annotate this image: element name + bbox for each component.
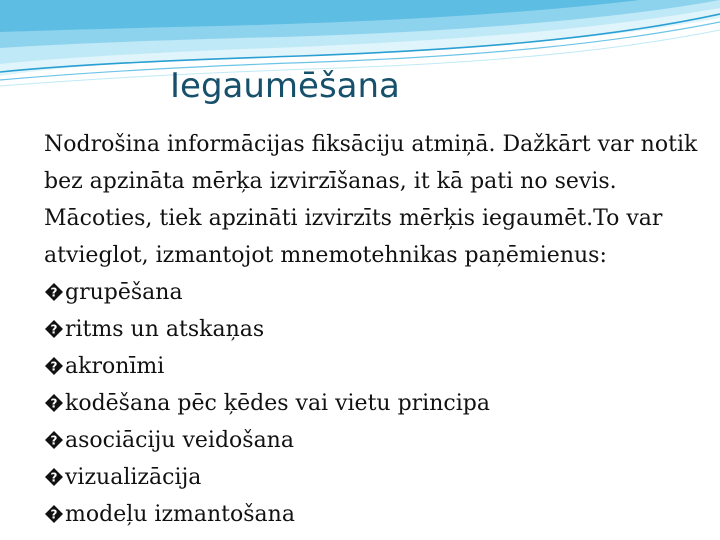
intro-paragraph: Nodrošina informācijas fiksāciju atmiņā. Dažkārt var notik bez apzināta mērķa izvirzīšanas, it kā pati no sevis. Mācoties, tiek apzināti izvirzīts mērķis iegaumēt.To var atvieglot, izmantojot mnemotehnikas paņēmienus: [44, 132, 698, 268]
svg-text:?: ? [50, 322, 58, 337]
bullet-item [44, 385, 704, 422]
bullet-item [44, 311, 704, 348]
bullet-item [44, 348, 704, 385]
bullet-text: kodēšana pēc ķēdes vai vietu principa [65, 391, 490, 416]
slide-title: Iegaumēšana [170, 66, 400, 106]
svg-text:?: ? [50, 433, 58, 448]
bullet-text: asociāciju veidošana [65, 428, 294, 453]
replacement-character-icon [44, 467, 64, 487]
bullet-text: grupēšana [65, 280, 183, 305]
svg-text:?: ? [50, 285, 58, 300]
replacement-character-icon [44, 504, 64, 524]
replacement-character-icon [44, 319, 64, 339]
bullet-item [44, 422, 704, 459]
bullet-item [44, 274, 704, 311]
replacement-character-icon [44, 356, 64, 376]
bullet-list [44, 274, 704, 533]
svg-text:?: ? [50, 359, 58, 374]
bullet-text: ritms un atskaņas [65, 317, 265, 342]
bullet-text: akronīmi [65, 354, 165, 379]
bullet-item [44, 459, 704, 496]
bullet-text: modeļu izmantošana [65, 502, 295, 527]
svg-text:?: ? [50, 396, 58, 411]
svg-text:?: ? [50, 470, 58, 485]
bullet-item [44, 496, 704, 533]
replacement-character-icon [44, 282, 64, 302]
replacement-character-icon [44, 393, 64, 413]
svg-text:?: ? [50, 507, 58, 522]
replacement-character-icon [44, 430, 64, 450]
slide-body [44, 126, 704, 533]
bullet-text: vizualizācija [65, 465, 202, 490]
